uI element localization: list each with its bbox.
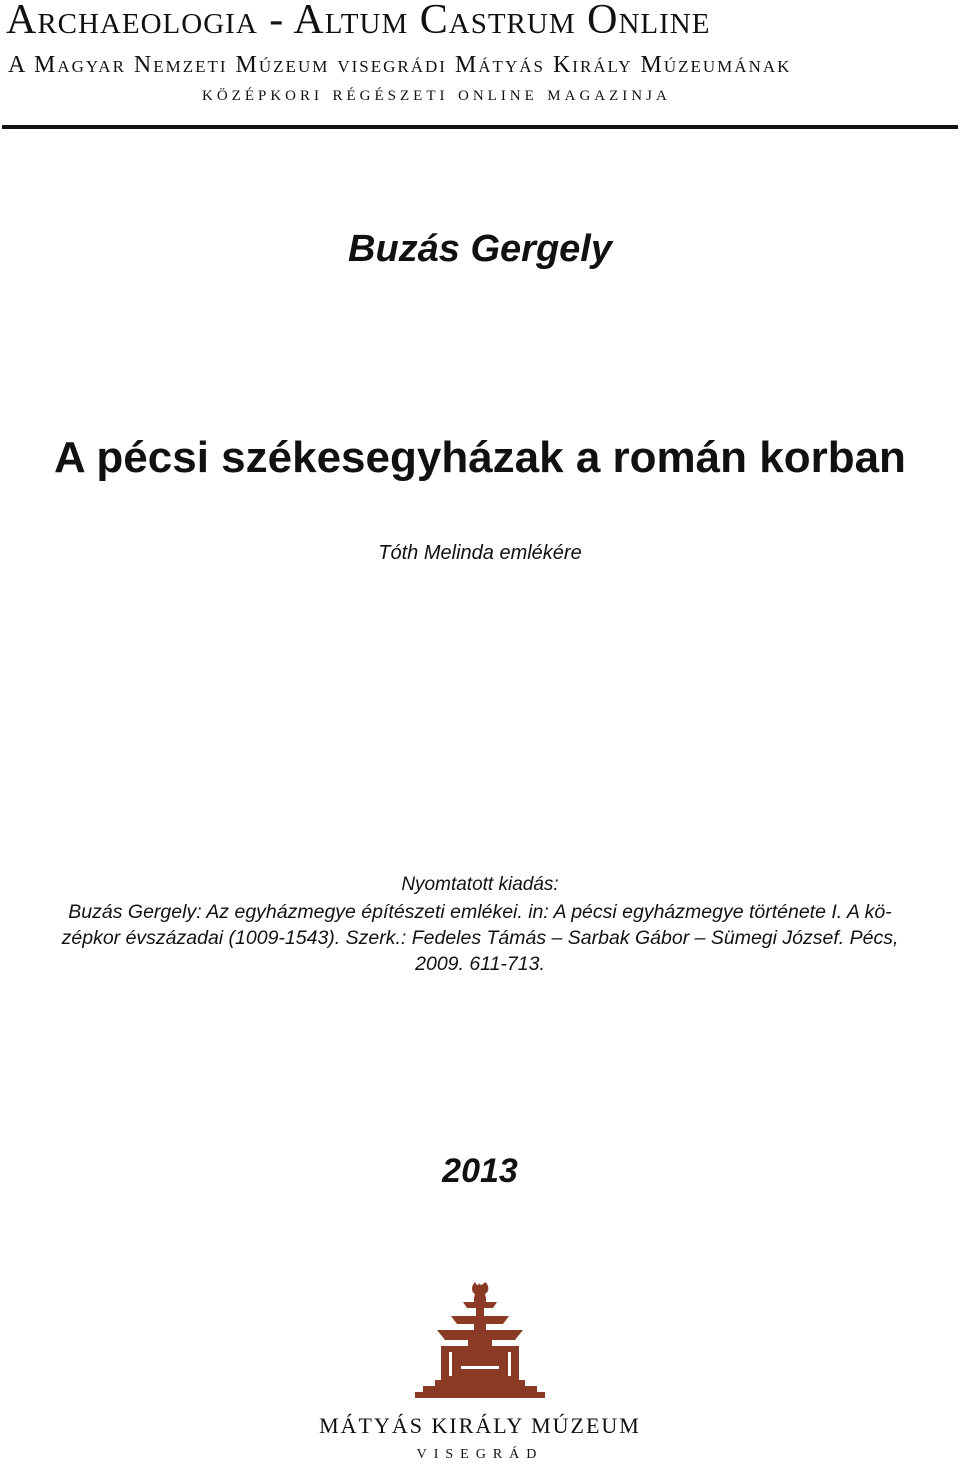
citation-line-2: zépkor évszázadai (1009-1543). Szerk.: Fedeles Támás – Sarbak Gábor – Sümegi József. Pécs, <box>61 927 899 949</box>
fountain-icon <box>405 1280 555 1398</box>
masthead-divider <box>2 125 958 129</box>
museum-name: MÁTYÁS KIRÁLY MÚZEUM <box>319 1413 641 1438</box>
article-title: A pécsi székesegyházak a román korban <box>54 433 906 482</box>
magazine-subtitle-line2: középkori régészeti online magazinja <box>202 80 671 105</box>
citation-line-1: Buzás Gergely: Az egyházmegye építészeti emlékei. in: A pécsi egyházmegye története I. A kö- <box>68 901 892 923</box>
museum-location: VISEGRÁD <box>416 1447 544 1462</box>
magazine-subtitle-line1: A Magyar Nemzeti Múzeum visegrádi Mátyás Király Múzeumának <box>8 52 792 78</box>
dedication: Tóth Melinda emlékére <box>378 542 582 564</box>
magazine-title: Archaeologia - Altum Castrum Online <box>6 0 711 43</box>
print-edition-citation <box>6 899 954 977</box>
publication-year: 2013 <box>442 1152 518 1190</box>
citation-line-3: 2009. 611-713. <box>415 953 545 975</box>
museum-logo <box>405 1280 555 1398</box>
print-edition-label: Nyomtatott kiadás: <box>401 874 559 895</box>
author-name: Buzás Gergely <box>348 228 612 270</box>
masthead <box>0 0 960 130</box>
